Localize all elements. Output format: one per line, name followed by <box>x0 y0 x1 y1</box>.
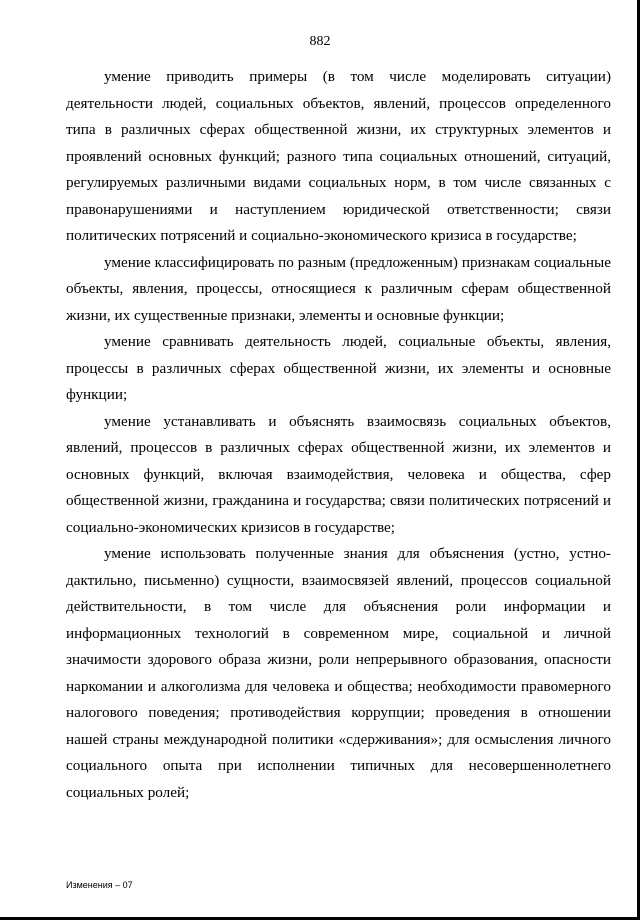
paragraph: умение приводить примеры (в том числе моделировать ситуации) деятельности людей, социальных объектов, явлений, процессов определенного типа в различных сферах общественной жизни, их структурных элементов и проявлений основных функций; разного типа социальных отношений, ситуаций, регулируемых различными видами социальных норм, в том числе связанных с правонарушениями и наступлением юридической ответственности; связи политических потрясений и социально-экономического кризиса в государстве; <box>66 68 611 244</box>
paragraph: умение классифицировать по разным (предложенным) признакам социальные объекты, явления, процессы, относящиеся к различным сферам общественной жизни, их существенные признаки, элементы и основные функции; <box>66 253 611 324</box>
paragraph: умение использовать полученные знания для объяснения (устно, устно-дактильно, письменно) сущности, взаимосвязей явлений, процессов социальной действительности, в том числе для объяснения роли информации и информационных технологий в современном мире, социальной и личной значимости здорового образа жизни, роли непрерывного образования, опасности наркомании и алкоголизма для человека и общества; необходимости правомерного налогового поведения; противодействия коррупции; проведения в отношении нашей страны международной политики «сдерживания»; для осмысления личного социального опыта при исполнении типичных для несовершеннолетнего социальных ролей; <box>66 545 611 801</box>
page-number: 882 <box>309 34 331 49</box>
paragraph: умение сравнивать деятельность людей, социальные объекты, явления, процессы в различных сферах общественной жизни, их элементы и основные функции; <box>66 333 611 403</box>
paragraph: умение устанавливать и объяснять взаимосвязь социальных объектов, явлений, процессов в различных сферах общественной жизни, их элементов и основных функций, включая взаимодействия, человека и общества, сфер общественной жизни, гражданина и государства; связи политических потрясений и социально-экономических кризисов в государстве; <box>66 412 611 536</box>
body-text <box>66 64 611 806</box>
footer-revision-note: Изменения – 07 <box>66 880 133 890</box>
